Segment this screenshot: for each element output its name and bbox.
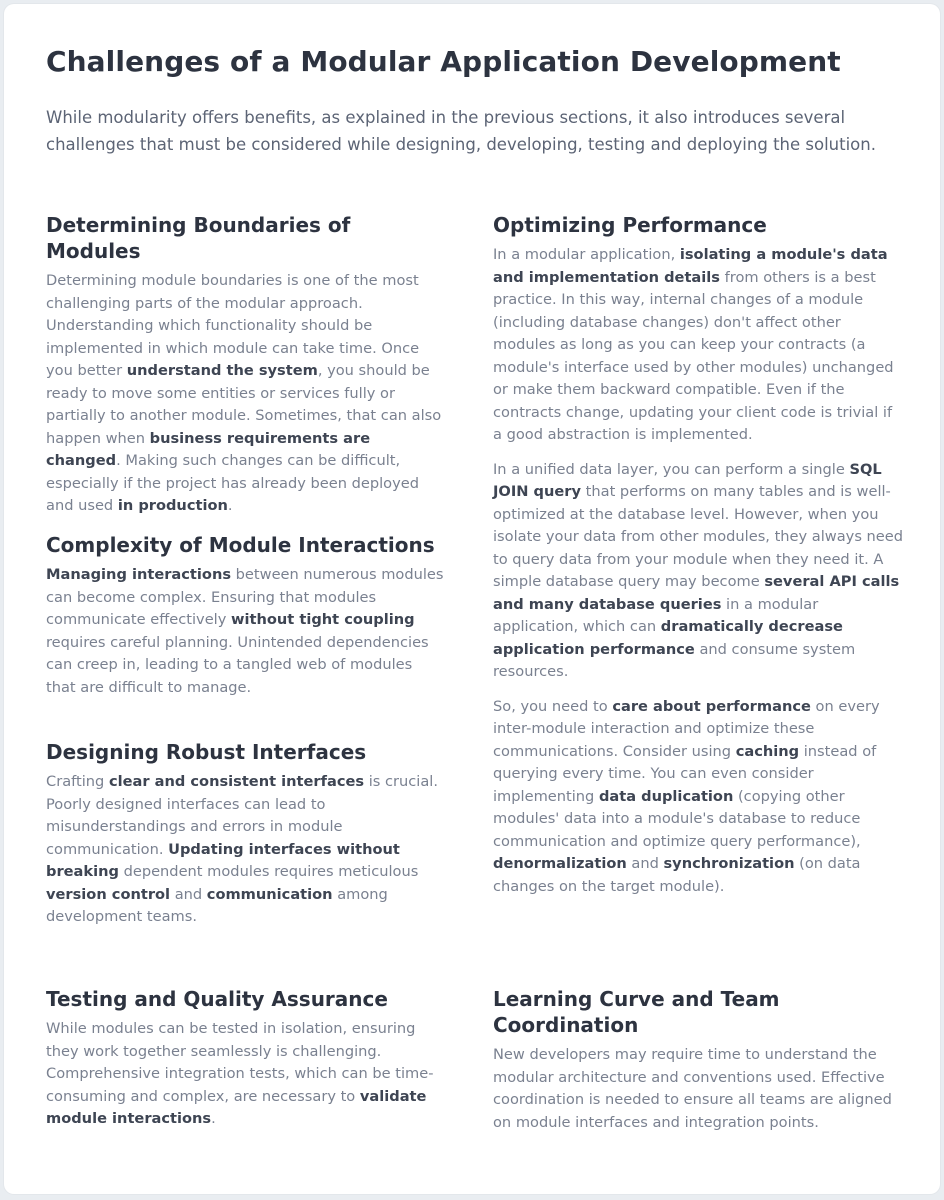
section-paragraph: Crafting clear and consistent interfaces is crucial. Poorly designed interfaces can lead to misunderstandings and errors in module communication. Updating interfaces without breaking dependent modules requires meticulous version control and communication among development teams.: [46, 773, 438, 925]
emphasized-text: Managing interactions: [46, 566, 232, 583]
section-optimizing-performance: [493, 212, 905, 910]
section-learning-curve: [493, 986, 905, 1146]
emphasized-text: synchronization: [663, 855, 795, 872]
section-body: [46, 771, 446, 929]
section-determining-boundaries: [46, 212, 446, 530]
emphasized-text: SQL JOIN query: [493, 460, 882, 500]
section-module-interactions: [46, 532, 446, 711]
section-body: [46, 270, 446, 518]
section-heading: Optimizing Performance: [493, 213, 767, 237]
emphasized-text: care about performance: [612, 697, 811, 715]
section-body: [46, 1018, 446, 1131]
emphasized-text: communication: [206, 885, 333, 903]
section-paragraph: New developers may require time to understand the modular architecture and conventions used. Effective coordination is needed to ensure all teams are aligned on module interfaces and integration points.: [493, 1046, 892, 1131]
section-testing-quality: [46, 986, 446, 1143]
emphasized-text: denormalization: [493, 855, 627, 872]
emphasized-text: caching: [735, 742, 800, 760]
intro-paragraph: While modularity offers benefits, as explained in the previous sections, it also introduces several challenges that must be considered while designing, developing, testing and deploying the solution.: [46, 108, 876, 154]
section-heading: Testing and Quality Assurance: [46, 987, 388, 1011]
emphasized-text: Updating interfaces without breaking: [46, 840, 400, 880]
emphasized-text: clear and consistent interfaces: [108, 773, 365, 790]
section-paragraph: Managing interactions between numerous modules can become complex. Ensuring that modules communicate effectively without tight coupling requires careful planning. Unintended dependencies can creep in, leading to a tangled web of modules that are difficult to manage.: [46, 566, 444, 696]
section-heading: Designing Robust Interfaces: [46, 740, 367, 764]
section-robust-interfaces: [46, 739, 446, 941]
emphasized-text: version control: [46, 885, 171, 903]
emphasized-text: several API calls and many database queries: [493, 573, 900, 613]
section-body: [493, 1044, 905, 1134]
section-heading: Complexity of Module Interactions: [46, 533, 435, 557]
emphasized-text: validate module interactions: [46, 1087, 427, 1127]
emphasized-text: isolating a module's data and implementation details: [493, 246, 888, 286]
emphasized-text: in production: [117, 497, 228, 514]
section-heading: Determining Boundaries of Modules: [46, 213, 351, 263]
section-paragraph: So, you need to care about performance on every inter-module interaction and optimize these communications. Consider using caching instead of querying every time. You can even consider implementing data duplication (copying other modules' data into a module's database to reduce communication and optimize query performance), denormalization and synchronization (on data changes on the target module).: [493, 697, 880, 895]
emphasized-text: business requirements are changed: [46, 429, 371, 469]
emphasized-text: dramatically decrease application performance: [493, 618, 843, 658]
section-paragraph: Determining module boundaries is one of the most challenging parts of the modular approach. Understanding which functionality should be implemented in which module can take time. Once you better understand the system, you should be ready to move some entities or services fully or partially to another module. Sometimes, that can also happen when business requirements are changed. Making such changes can be difficult, especially if the project has already been deployed and used in production.: [46, 272, 442, 514]
section-heading: Learning Curve and Team Coordination: [493, 987, 780, 1037]
emphasized-text: without tight coupling: [231, 611, 415, 628]
section-body: [493, 244, 905, 898]
emphasized-text: understand the system: [126, 362, 318, 379]
page-title: Challenges of a Modular Application Development: [46, 45, 841, 78]
section-paragraph: In a modular application, isolating a module's data and implementation details from others is a best practice. In this way, internal changes of a module (including database changes) don't affect other modules as long as you can keep your contracts (a module's interface used by other modules) unchanged or make them backward compatible. Even if the contracts change, updating your client code is trivial if a good abstraction is implemented.: [493, 246, 894, 443]
section-body: [46, 564, 446, 699]
section-paragraph: While modules can be tested in isolation, ensuring they work together seamlessly is challenging. Comprehensive integration tests, which can be time-consuming and complex, are necessary to validate module interactions.: [46, 1020, 434, 1127]
section-paragraph: In a unified data layer, you can perform a single SQL JOIN query that performs on many tables and is well-optimized at the database level. However, when you isolate your data from other modules, they always need to query data from your module when they need it. A simple database query may become several API calls and many database queries in a modular application, which can dramatically decrease application performance and consume system resources.: [493, 460, 904, 680]
emphasized-text: data duplication: [598, 787, 734, 805]
